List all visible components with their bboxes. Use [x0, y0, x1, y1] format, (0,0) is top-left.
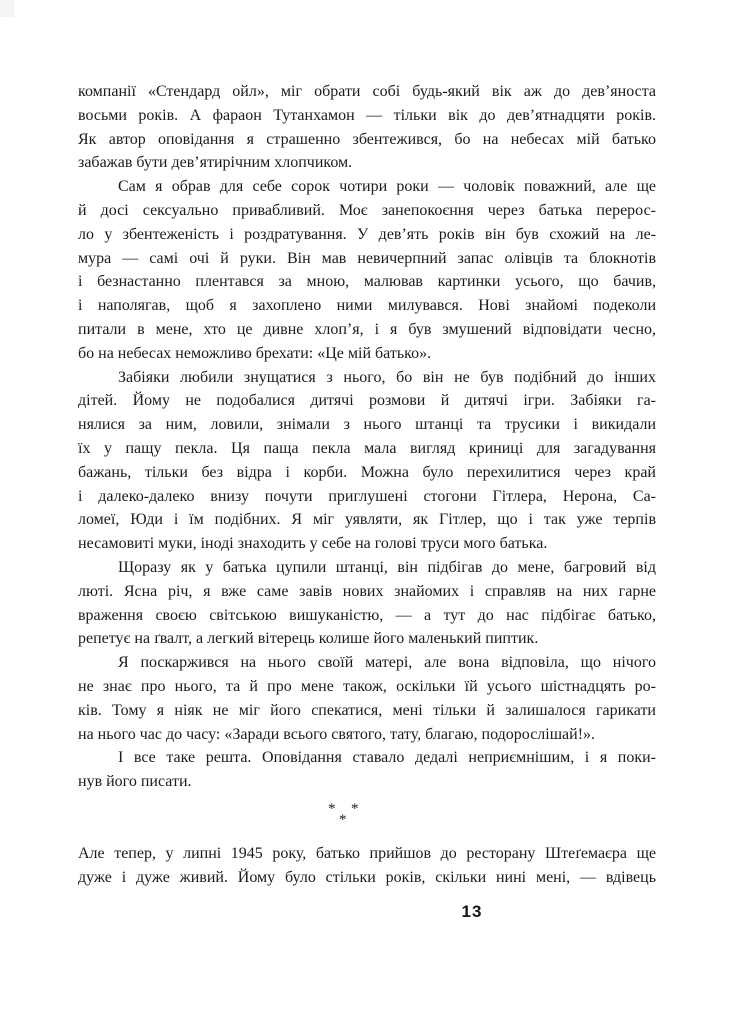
- section-divider: [78, 794, 656, 842]
- text-line: на нього час до часу: «Заради всього святого, тату, благаю, подорослішай!».: [78, 725, 596, 743]
- text-line: мура — самі очі й руки. Він мав невичерпний запас олівців та блокнотів: [78, 249, 656, 267]
- asterisk-glyph: *: [339, 811, 347, 828]
- text-line: люті. Ясна річ, я вже саме завів нових знайомих і справляв на них гарне: [78, 582, 656, 600]
- text-line: питали в мене, хто це дивне хлоп’я, і я був змушений відповідати чесно,: [78, 320, 656, 338]
- text-line: Сам я обрав для себе сорок чотири роки — чоловік поважний, але ще: [118, 178, 656, 196]
- text-line: несамовиті муки, іноді знаходить у себе на голові труси мого батька.: [78, 535, 548, 553]
- text-block: [78, 80, 656, 890]
- paragraph: [78, 80, 656, 175]
- text-line: й досі сексуально привабливий. Моє занепокоєння через батька перерос-: [78, 201, 656, 219]
- text-line: Я поскаржився на нього своїй матері, але вона відповіла, що нічого: [118, 654, 656, 672]
- text-line: ло у збентеженість і роздратування. У дев’ять років він був схожий на ле-: [78, 225, 656, 243]
- text-line: і безнастанно плентався за мною, малював картинки усього, що бачив,: [78, 273, 656, 291]
- paragraph: [78, 556, 656, 651]
- text-line: бо на небесах неможливо брехати: «Це мій батько».: [78, 344, 432, 362]
- text-line: нялися за ним, ловили, знімали з нього штанці та трусики і викидали: [78, 416, 656, 434]
- scan-artifact: [0, 0, 14, 17]
- paragraph: [78, 842, 656, 890]
- text-line: Але тепер, у липні 1945 року, батько прийшов до ресторану Штеґемаєра ще: [78, 844, 656, 862]
- paragraph: [78, 175, 656, 365]
- page-number: 13: [461, 902, 483, 921]
- text-line: і наполягав, щоб я захоплено ними милувався. Нові знайомі подеколи: [78, 297, 656, 315]
- text-line: нув його писати.: [78, 773, 192, 791]
- text-line: ломеї, Юди і їм подібних. Я міг уявляти, як Гітлер, що і так уже терпів: [78, 511, 656, 529]
- text-line: Забіяки любили знущатися з нього, бо він не був подібний до інших: [118, 368, 656, 386]
- text-line: їх у пащу пекла. Ця паща пекла мала вигляд криниці для загадування: [78, 439, 656, 457]
- text-line: Щоразу як у батька цупили штанці, він підбігав до мене, багровий від: [118, 558, 656, 576]
- text-line: Як автор оповідання я страшенно збентежився, бо на небесах мій батько: [78, 130, 656, 148]
- asterisk-glyph: *: [351, 800, 359, 817]
- text-line: і далеко-далеко внизу почути приглушені стогони Гітлера, Нерона, Са-: [78, 487, 656, 505]
- text-line: репетує на ґвалт, а легкий вітерець колише його маленький пиптик.: [78, 630, 539, 648]
- paragraph: [78, 651, 656, 746]
- text-line: компанії «Стендард ойл», міг обрати собі будь-який вік аж до дев’яноста: [78, 83, 656, 100]
- text-line: забажав бути дев’ятирічним хлопчиком.: [78, 154, 353, 172]
- text-line: враження своєю світською вишуканістю, — а тут до нас підбігає батько,: [78, 606, 656, 624]
- paragraph: [78, 366, 656, 556]
- text-line: дуже і дуже живий. Йому було стільки років, скільки нині мені, — вдівець: [78, 868, 656, 886]
- text-line: дітей. Йому не подобалися дитячі розмови й дитячі ігри. Забіяки га-: [78, 392, 656, 410]
- text-line: І все таке решта. Оповідання ставало дедалі неприємнішим, і я поки-: [118, 749, 656, 767]
- text-line: ків. Тому я ніяк не міг його спекатися, мені тільки й залишалося гарикати: [78, 701, 656, 719]
- asterisk-glyph: *: [328, 800, 336, 817]
- text-line: восьми років. А фараон Тутанхамон — тільки вік до дев’ятнадцяти років.: [78, 106, 656, 124]
- text-line: бажань, тільки без відра і корби. Можна було перехилитися через край: [78, 463, 656, 481]
- paragraph: [78, 746, 656, 794]
- text-line: не знає про нього, та й про мене також, оскільки їй усього шістнадцять ро-: [78, 677, 656, 695]
